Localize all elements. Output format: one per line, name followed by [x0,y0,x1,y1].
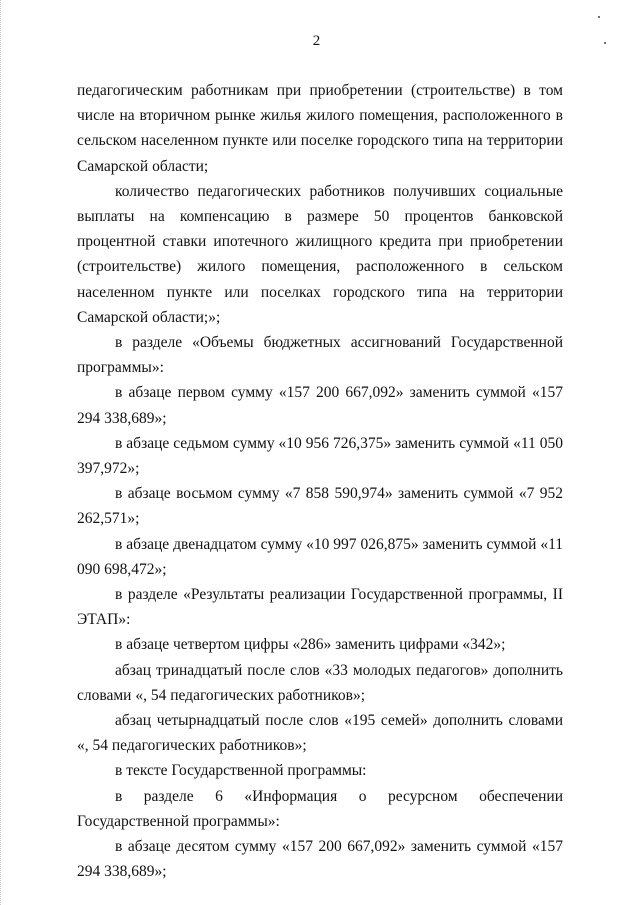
paragraph: абзац тринадцатый после слов «33 молодых педагогов» дополнить словами «, 54 педагогических работников»; [77,661,563,704]
paragraph: в абзаце двенадцатом сумму «10 997 026,875» заменить суммой «11 090 698,472»; [77,535,563,578]
paragraph: в разделе «Результаты реализации Государственной программы, II ЭТАП»: [77,586,563,629]
paragraph: количество педагогических работников получивших социальные выплаты на компенсацию в размере 50 процентов банковской процентной ставки ипотечного жилищного кредита при приобретении (строительстве) жилого помещения, расположенного в сельском населенном пункте или поселках городского типа на территории Самарской области;»; [77,182,563,326]
paragraph: абзац четырнадцатый после слов «195 семей» дополнить словами «, 54 педагогических работников»; [77,712,563,755]
paragraph: в разделе «Объемы бюджетных ассигнований Государственной программы»: [77,334,563,377]
paragraph: в абзаце восьмом сумму «7 858 590,974» заменить суммой «7 952 262,571»; [77,485,563,528]
paragraph: в абзаце седьмом сумму «10 956 726,375» заменить суммой «11 050 397,972»; [77,434,563,478]
paragraph: в абзаце десятом сумму «157 200 667,092» заменить суммой «157 294 338,689»; [77,838,563,881]
scan-edge [0,0,9,905]
document-body [77,78,563,885]
paragraph: в абзаце первом сумму «157 200 667,092» заменить суммой «157 294 338,689»; [77,384,563,427]
paragraph: в тексте Государственной программы: [115,762,367,780]
paragraph-continuation: педагогическим работникам при приобретении (строительстве) в том числе на вторичном рынке жилья жилого помещения, расположенного в сельском населенном пункте или поселке городского типа на территории Самарской области; [77,82,563,175]
paragraph: в абзаце четвертом цифры «286» заменить цифрами «342»; [115,636,506,654]
paragraph: в разделе 6 «Информация о ресурсном обеспечении Государственной программы»: [77,787,563,830]
page-number: 2 [312,33,321,49]
scan-speck [598,16,600,18]
